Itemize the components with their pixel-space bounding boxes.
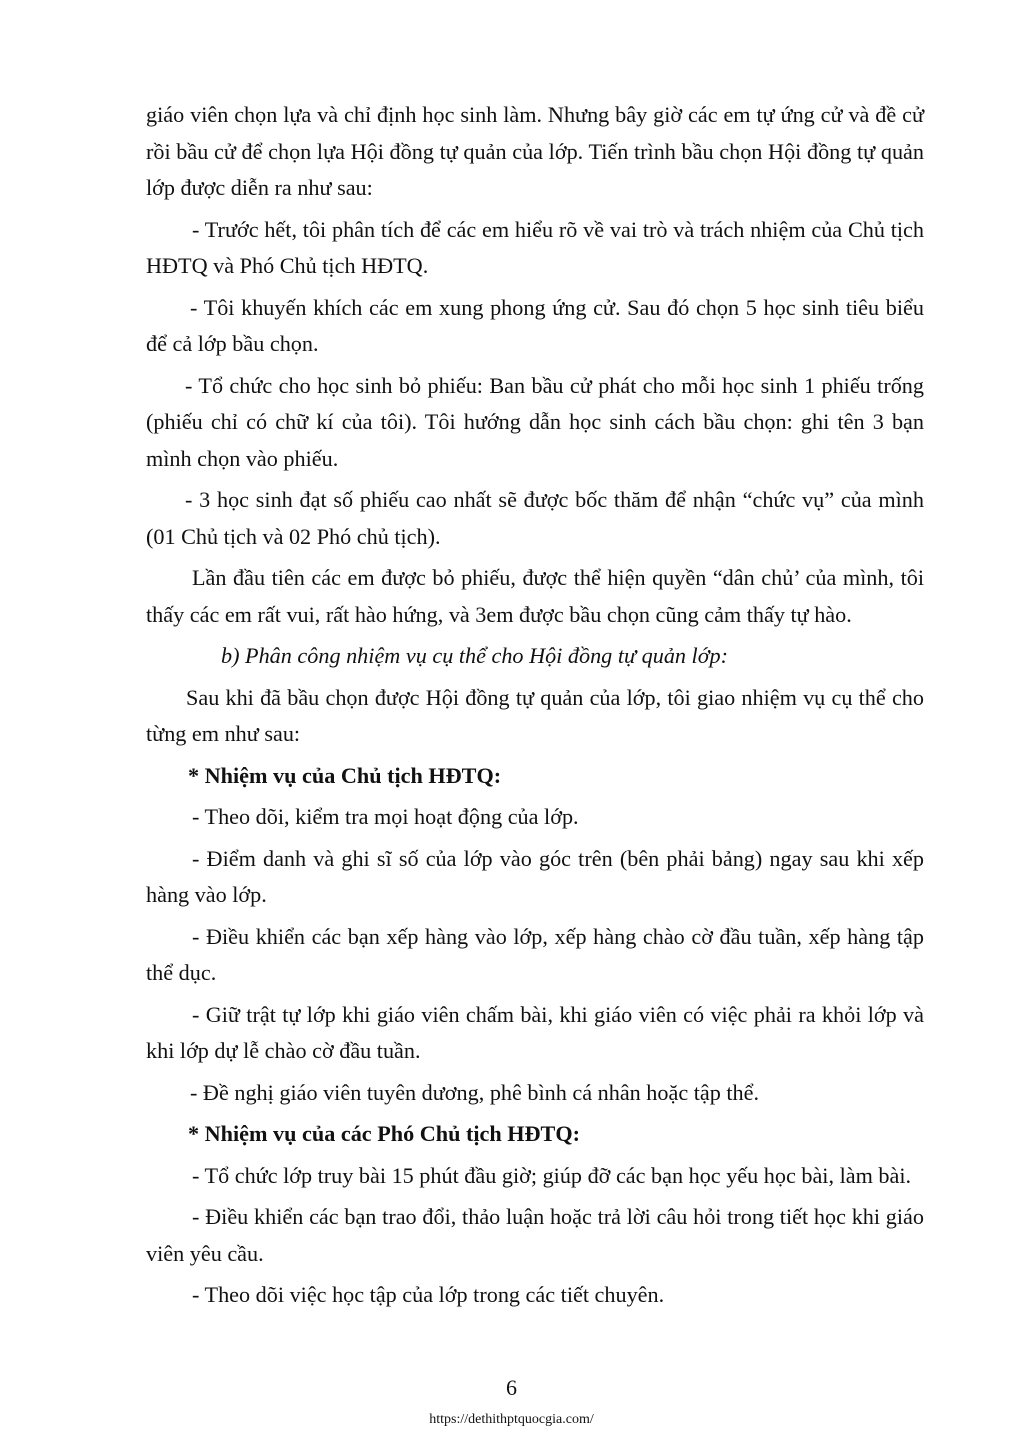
chairman-duty-keep-order: - Giữ trật tự lớp khi giáo viên chấm bài, khi giáo viên có việc phải ra khỏi lớp và khi lớp dự lễ chào cờ đầu tuần.: [146, 1001, 924, 1063]
paragraph-voting-organization: - Tổ chức cho học sinh bỏ phiếu: Ban bầu cử phát cho mỗi học sinh 1 phiếu trống (phiếu chỉ có chữ kí của tôi). Tôi hướng dẫn học sinh cách bầu chọn: ghi tên 3 bạn mình chọn vào phiếu.: [146, 372, 924, 471]
chairman-duty-attendance: - Điểm danh và ghi sĩ số của lớp vào góc trên (bên phải bảng) ngay sau khi xếp hàng vào lớp.: [146, 845, 924, 907]
chairman-duty-monitor: - Theo dõi, kiểm tra mọi hoạt động của lớp.: [192, 804, 579, 829]
heading-vice-chairman-duties: * Nhiệm vụ của các Phó Chủ tịch HĐTQ:: [188, 1121, 580, 1146]
paragraph-role-explanation: - Trước hết, tôi phân tích để các em hiểu rõ về vai trò và trách nhiệm của Chủ tịch HĐTQ và Phó Chủ tịch HĐTQ.: [146, 216, 924, 278]
document-body: [146, 97, 924, 1319]
vice-duty-morning-review: - Tổ chức lớp truy bài 15 phút đầu giờ; giúp đỡ các bạn học yếu học bài, làm bài.: [192, 1162, 912, 1188]
chairman-duty-propose-praise: - Đề nghị giáo viên tuyên dương, phê bình cá nhân hoặc tập thể.: [190, 1079, 760, 1105]
heading-chairman-duties: * Nhiệm vụ của Chủ tịch HĐTQ:: [188, 762, 502, 788]
paragraph-encourage-candidacy: - Tôi khuyến khích các em xung phong ứng cử. Sau đó chọn 5 học sinh tiêu biểu để cả lớp bầu chọn.: [146, 294, 924, 356]
page-number: 6: [506, 1375, 517, 1400]
chairman-duty-line-up: - Điều khiển các bạn xếp hàng vào lớp, xếp hàng chào cờ đầu tuần, xếp hàng tập thể dục.: [146, 923, 924, 985]
vice-duty-track-specialty-classes: - Theo dõi việc học tập của lớp trong các tiết chuyên.: [192, 1282, 665, 1307]
section-heading-task-assignment: b) Phân công nhiệm vụ cụ thể cho Hội đồng tự quản lớp:: [221, 643, 729, 668]
paragraph-assignment-intro: Sau khi đã bầu chọn được Hội đồng tự quản của lớp, tôi giao nhiệm vụ cụ thể cho từng em như sau:: [146, 684, 924, 746]
vice-duty-lead-discussion: - Điều khiển các bạn trao đổi, thảo luận hoặc trả lời câu hỏi trong tiết học khi giáo viên yêu cầu.: [146, 1204, 924, 1266]
paragraph-top-three-students: - 3 học sinh đạt số phiếu cao nhất sẽ được bốc thăm để nhận “chức vụ” của mình (01 Chủ tịch và 02 Phó chủ tịch).: [146, 487, 924, 549]
footer-url: https://dethithptquocgia.com/: [429, 1412, 594, 1427]
paragraph-first-vote-reflection: Lần đầu tiên các em được bỏ phiếu, được thể hiện quyền “dân chủ’ của mình, tôi thấy các em rất vui, rất hào hứng, và 3em được bầu chọn cũng cảm thấy tự hào.: [146, 565, 924, 627]
paragraph-intro-continued: giáo viên chọn lựa và chỉ định học sinh làm. Nhưng bây giờ các em tự ứng cử và đề cử rồi bầu cử để chọn lựa Hội đồng tự quản của lớp. Tiến trình bầu chọn Hội đồng tự quản lớp được diễn ra như sau:: [146, 102, 924, 200]
